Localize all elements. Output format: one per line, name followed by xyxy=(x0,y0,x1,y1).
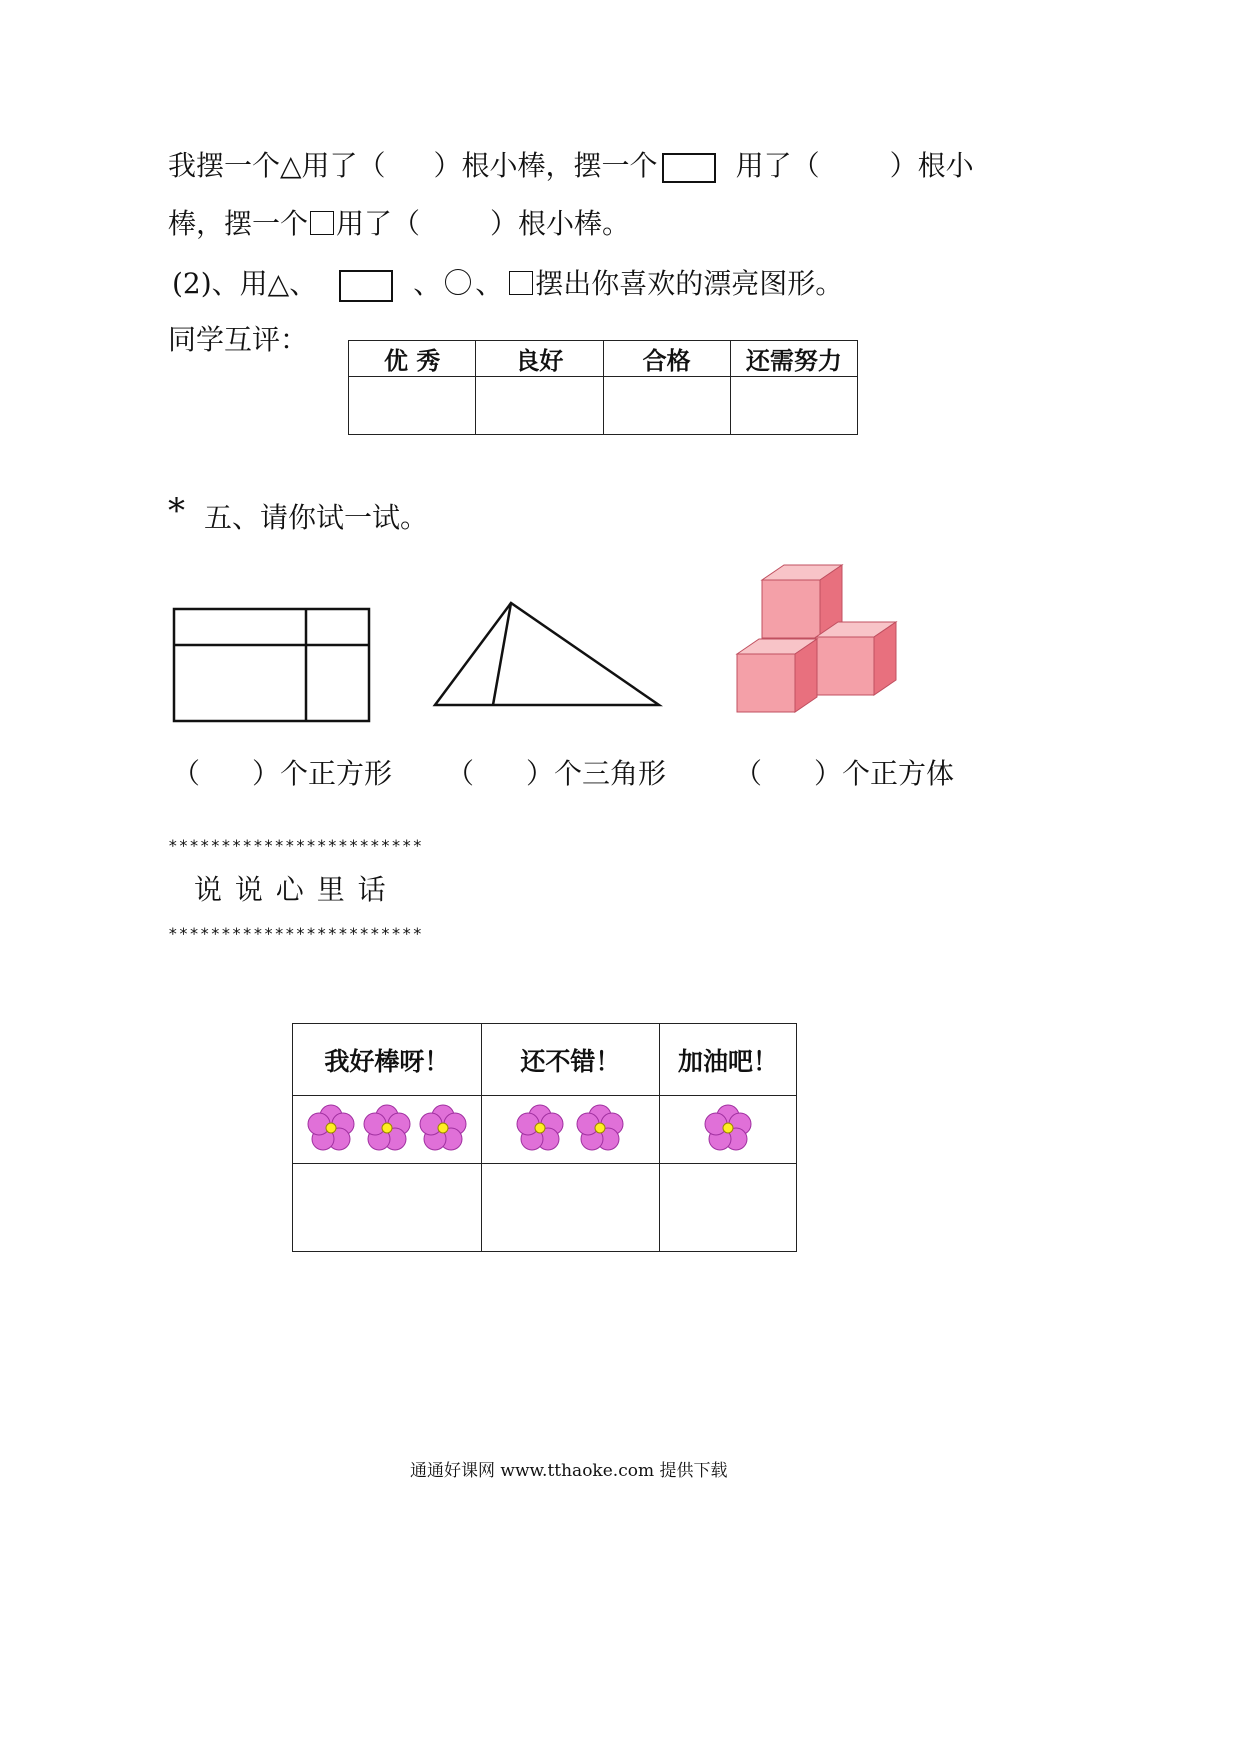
q1-text-b: ）根小棒，摆一个 xyxy=(433,149,658,182)
answer-cubes-open: （ xyxy=(734,757,763,790)
answer-cubes-close: ）个正方体 xyxy=(814,757,955,790)
section5-title: 五、请你试一试。 xyxy=(204,501,429,534)
peer-eval-cell-improve[interactable] xyxy=(730,377,857,435)
circle-shape-icon xyxy=(445,269,471,295)
q1-text-f: 用了（ xyxy=(336,207,421,240)
peer-eval-header-improve: 还需努力 xyxy=(730,341,857,377)
self-eval-header-keep-going: 加油吧！ xyxy=(659,1024,796,1096)
peer-eval-cell-good[interactable] xyxy=(476,377,603,435)
flower-icon xyxy=(517,1105,563,1150)
flowers-cell-great xyxy=(293,1096,482,1164)
triangles-figure xyxy=(430,598,664,710)
answer-squares-close: ）个正方形 xyxy=(252,757,393,790)
flower-row-1 xyxy=(698,1102,758,1154)
self-eval-header-great: 我好棒呀！ xyxy=(293,1024,482,1096)
flower-row-2 xyxy=(510,1102,630,1154)
cubes-figure xyxy=(734,560,902,720)
q2-suffix: 摆出你喜欢的漂亮图形。 xyxy=(535,267,844,300)
answer-cubes xyxy=(734,754,954,794)
q1-text-a: 我摆一个△用了（ xyxy=(168,149,386,182)
stars-divider-bottom: ************************ xyxy=(168,924,424,943)
peer-eval-cell-pass[interactable] xyxy=(603,377,730,435)
q2-sep-2: 、 xyxy=(475,267,504,300)
self-eval-cell-ok[interactable] xyxy=(481,1164,659,1252)
peer-eval-label: 同学互评： xyxy=(168,323,309,356)
flower-icon xyxy=(308,1105,354,1150)
question-line-2 xyxy=(168,204,630,244)
flower-icon xyxy=(420,1105,466,1150)
q1-text-c: 用了（ xyxy=(735,149,820,182)
answer-squares-open: （ xyxy=(172,757,201,790)
square-shape-icon xyxy=(509,271,533,295)
peer-eval-cell-excellent[interactable] xyxy=(349,377,476,435)
flowers-cell-keep-going xyxy=(659,1096,796,1164)
q2-sep-1: 、 xyxy=(413,267,442,300)
question-2 xyxy=(172,264,843,304)
footer-credit: 通通好课网 www.tthaoke.com 提供下载 xyxy=(410,1461,728,1481)
rectangle-shape-icon xyxy=(662,153,716,183)
heart-talk-title: 说 说 心 里 话 xyxy=(194,873,388,906)
self-eval-cell-great[interactable] xyxy=(293,1164,482,1252)
flower-icon xyxy=(364,1105,410,1150)
section5-star: * xyxy=(168,491,185,531)
question-line-1 xyxy=(168,146,974,186)
q1-text-e: 棒，摆一个 xyxy=(168,207,309,240)
answer-triangles-close: ）个三角形 xyxy=(526,757,667,790)
rectangle-shape-icon xyxy=(339,270,393,302)
answer-triangles xyxy=(446,754,666,794)
peer-eval-header-excellent: 优 秀 xyxy=(349,341,476,377)
flower-row-3 xyxy=(303,1102,471,1154)
q1-text-g: ）根小棒。 xyxy=(490,207,631,240)
answer-squares xyxy=(172,754,392,794)
squares-figure xyxy=(170,604,376,728)
peer-eval-header-good: 良好 xyxy=(476,341,603,377)
square-shape-icon xyxy=(310,211,334,235)
answer-triangles-open: （ xyxy=(446,757,475,790)
stars-divider-top: ************************ xyxy=(168,836,424,855)
peer-eval-table xyxy=(348,340,858,435)
flower-icon xyxy=(705,1105,751,1150)
q1-text-d: ）根小 xyxy=(889,149,974,182)
q2-prefix: (2)、用△、 xyxy=(172,267,318,300)
self-eval-cell-keep-going[interactable] xyxy=(659,1164,796,1252)
self-eval-table xyxy=(292,1023,797,1252)
flower-icon xyxy=(577,1105,623,1150)
self-eval-header-ok: 还不错！ xyxy=(481,1024,659,1096)
flowers-cell-ok xyxy=(481,1096,659,1164)
peer-eval-header-pass: 合格 xyxy=(603,341,730,377)
